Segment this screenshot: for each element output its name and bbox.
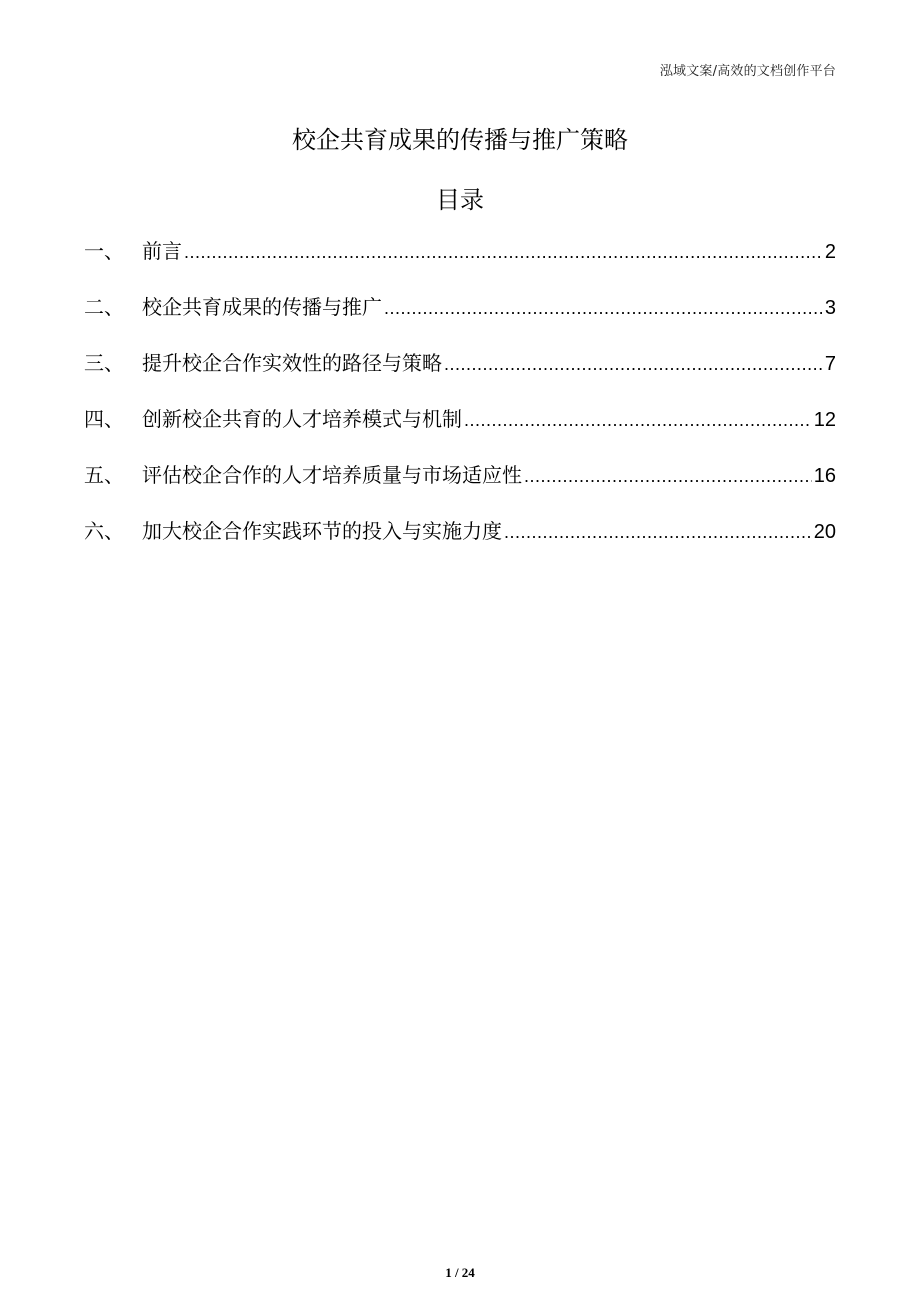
toc-entry-page: 20: [813, 521, 836, 543]
toc-heading: 目录: [436, 186, 484, 214]
toc-entry-page: 7: [824, 353, 836, 375]
toc-entry-number: 五、: [84, 463, 124, 487]
toc-entry-page: 16: [813, 465, 836, 487]
toc-dot-leader: [444, 349, 823, 379]
toc-dot-leader: [504, 517, 812, 547]
toc-entry-effectiveness[interactable]: [84, 348, 836, 404]
toc-entry-page: 2: [824, 241, 836, 263]
document-title: 校企共育成果的传播与推广策略: [292, 126, 628, 154]
header-text: 泓域文案/高效的文档创作平台: [659, 64, 836, 79]
toc-entry-number: 一、: [84, 239, 124, 263]
toc-entry-page: 12: [813, 409, 836, 431]
toc-dot-leader: [384, 293, 823, 323]
table-of-contents: [84, 236, 836, 572]
toc-entry-number: 四、: [84, 407, 124, 431]
toc-dot-leader: [184, 237, 823, 267]
toc-entry-title: 评估校企合作的人才培养质量与市场适应性: [142, 463, 522, 487]
page-number: 1 / 24: [445, 1265, 475, 1280]
toc-entry-number: 二、: [84, 295, 124, 319]
toc-entry-dissemination[interactable]: [84, 292, 836, 348]
toc-entry-evaluation[interactable]: [84, 460, 836, 516]
toc-dot-leader: [464, 405, 812, 435]
toc-entry-title: 校企共育成果的传播与推广: [142, 295, 382, 319]
toc-entry-practice[interactable]: [84, 516, 836, 572]
toc-entry-innovation[interactable]: [84, 404, 836, 460]
toc-entry-page: 3: [824, 297, 836, 319]
toc-entry-preface[interactable]: [84, 236, 836, 292]
toc-entry-title: 创新校企共育的人才培养模式与机制: [142, 407, 462, 431]
toc-entry-number: 三、: [84, 351, 124, 375]
toc-entry-title: 提升校企合作实效性的路径与策略: [142, 351, 442, 375]
toc-entry-number: 六、: [84, 519, 124, 543]
toc-dot-leader: [524, 461, 812, 491]
toc-entry-title: 加大校企合作实践环节的投入与实施力度: [142, 519, 502, 543]
toc-entry-title: 前言: [142, 239, 182, 263]
